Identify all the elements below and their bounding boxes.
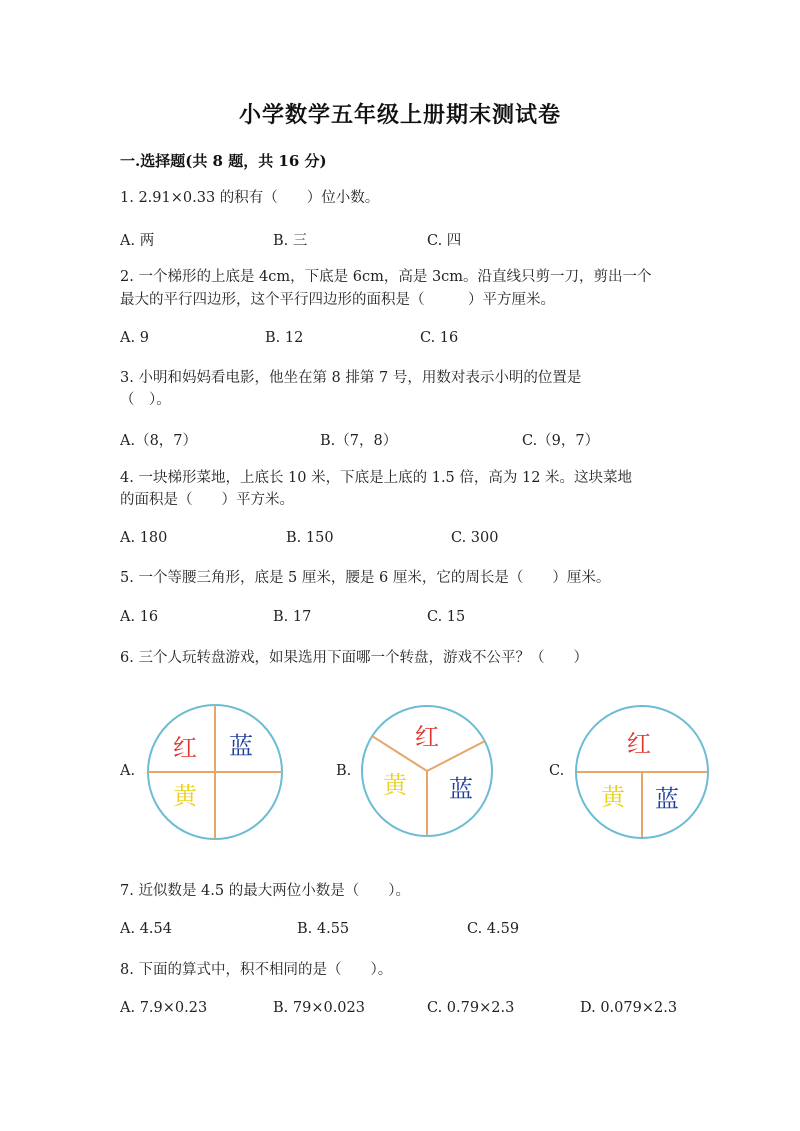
q4-option-b[interactable]: B. 150: [286, 530, 334, 546]
q7-option-b[interactable]: B. 4.55: [297, 921, 350, 937]
spinner-a: [145, 704, 285, 840]
q8-option-d[interactable]: D. 0.079×2.3: [580, 1000, 678, 1016]
q5-option-c[interactable]: C. 15: [427, 609, 466, 625]
q1-option-c[interactable]: C. 四: [427, 233, 462, 249]
spinner-b: [361, 705, 493, 837]
question-3-line-2: （ ）。: [120, 392, 171, 408]
question-2-line-1: 2. 一个梯形的上底是 4cm，下底是 6cm，高是 3cm。沿直线只剪一刀，剪出一个: [120, 269, 652, 285]
spinner-c-blue-label: 蓝: [655, 785, 679, 813]
spinner-c: [575, 705, 709, 839]
question-1: 1. 2.91×0.33 的积有（ ）位小数。: [120, 190, 380, 206]
spinner-b-red-label: 红: [415, 723, 439, 751]
question-2-line-2: 最大的平行四边形，这个平行四边形的面积是（ ）平方厘米。: [120, 292, 555, 308]
spinner-a-blue-label: 蓝: [229, 732, 253, 760]
q5-option-b[interactable]: B. 17: [273, 609, 312, 625]
q3-option-a[interactable]: A.（8，7）: [120, 433, 198, 449]
q8-option-c[interactable]: C. 0.79×2.3: [427, 1000, 515, 1016]
question-4-line-2: 的面积是（ ）平方米。: [120, 492, 294, 508]
question-8: 8. 下面的算式中，积不相同的是（ ）。: [120, 962, 393, 978]
question-6: 6. 三个人玩转盘游戏，如果选用下面哪一个转盘，游戏不公平？（ ）: [120, 650, 588, 666]
q7-option-c[interactable]: C. 4.59: [467, 921, 520, 937]
spinner-b-label[interactable]: B.: [336, 763, 352, 779]
spinner-a-yellow-label: 黄: [173, 782, 197, 810]
q3-option-c[interactable]: C.（9，7）: [522, 433, 600, 449]
q2-option-a[interactable]: A. 9: [120, 330, 149, 346]
section-heading: 一.选择题(共 8 题，共 16 分): [120, 152, 327, 170]
page-title: 小学数学五年级上册期末测试卷: [238, 102, 561, 128]
q8-option-b[interactable]: B. 79×0.023: [273, 1000, 365, 1016]
q7-option-a[interactable]: A. 4.54: [120, 921, 172, 937]
spinner-c-label[interactable]: C.: [549, 763, 565, 779]
spinner-a-red-label: 红: [173, 734, 197, 762]
q4-option-a[interactable]: A. 180: [120, 530, 168, 546]
q1-option-a[interactable]: A. 两: [120, 233, 155, 249]
q3-option-b[interactable]: B.（7，8）: [320, 433, 398, 449]
spinner-a-label[interactable]: A.: [120, 763, 136, 779]
spinner-b-yellow-label: 黄: [383, 771, 407, 799]
q4-option-c[interactable]: C. 300: [451, 530, 499, 546]
question-3-line-1: 3. 小明和妈妈看电影，他坐在第 8 排第 7 号，用数对表示小明的位置是: [120, 370, 582, 386]
q2-option-b[interactable]: B. 12: [265, 330, 304, 346]
q5-option-a[interactable]: A. 16: [120, 609, 159, 625]
question-7: 7. 近似数是 4.5 的最大两位小数是（ ）。: [120, 883, 410, 899]
question-4-line-1: 4. 一块梯形菜地，上底长 10 米，下底是上底的 1.5 倍，高为 12 米。这块菜地: [120, 470, 633, 486]
spinner-c-yellow-label: 黄: [601, 783, 625, 811]
q8-option-a[interactable]: A. 7.9×0.23: [120, 1000, 208, 1016]
spinner-c-red-label: 红: [627, 730, 651, 758]
spinner-b-blue-label: 蓝: [449, 775, 473, 803]
q1-option-b[interactable]: B. 三: [273, 233, 308, 249]
question-5: 5. 一个等腰三角形，底是 5 厘米，腰是 6 厘米，它的周长是（ ）厘米。: [120, 570, 611, 586]
q2-option-c[interactable]: C. 16: [420, 330, 459, 346]
